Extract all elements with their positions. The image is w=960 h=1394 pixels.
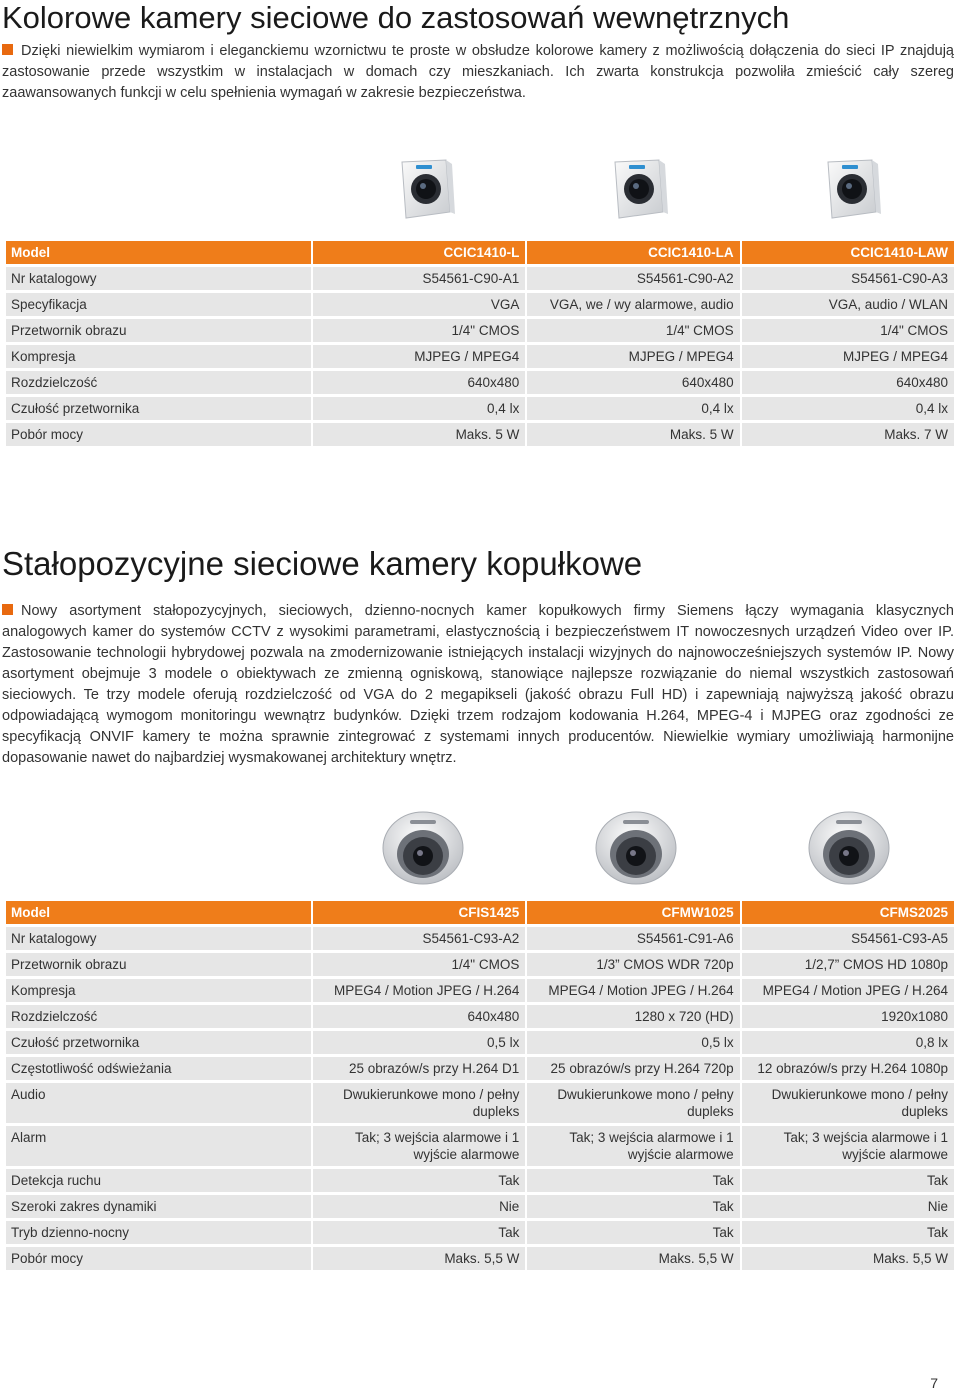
table-cell: 1280 x 720 (HD) <box>527 1005 739 1028</box>
table-cell: MPEG4 / Motion JPEG / H.264 <box>313 979 525 1002</box>
table-cell: Maks. 5 W <box>313 423 525 446</box>
table-cell: S54561-C90-A3 <box>742 267 954 290</box>
header-cell: Model <box>6 241 311 264</box>
row-label: Pobór mocy <box>6 423 311 446</box>
dome-camera-icon <box>742 806 955 896</box>
table-cell: Dwukierunkowe mono / pełny dupleks <box>742 1083 954 1123</box>
table-row <box>6 1247 954 1270</box>
table-row <box>6 1169 954 1192</box>
table-cell: 0,8 lx <box>742 1031 954 1054</box>
row-label: Czułość przetwornika <box>6 397 311 420</box>
table-cell: Dwukierunkowe mono / pełny dupleks <box>527 1083 739 1123</box>
table-cell: Tak <box>527 1221 739 1244</box>
section1-spec-table <box>4 238 956 449</box>
table-cell: 1/2,7” CMOS HD 1080p <box>742 953 954 976</box>
table-header-row <box>6 901 954 924</box>
table-row <box>6 397 954 420</box>
section2-text <box>2 601 954 769</box>
header-cell: CFMS2025 <box>742 901 954 924</box>
row-label: Rozdzielczość <box>6 1005 311 1028</box>
table-cell: VGA, we / wy alarmowe, audio <box>527 293 739 316</box>
table-cell: MPEG4 / Motion JPEG / H.264 <box>742 979 954 1002</box>
header-cell: CFIS1425 <box>313 901 525 924</box>
table-row <box>6 979 954 1002</box>
table-row <box>6 293 954 316</box>
table-row <box>6 1195 954 1218</box>
section2-spec-table <box>4 898 956 1273</box>
table-cell: Tak; 3 wejścia alarmowe i 1 wyjście alarmowe <box>313 1126 525 1166</box>
row-label: Częstotliwość odświeżania <box>6 1057 311 1080</box>
table-cell: 640x480 <box>527 371 739 394</box>
row-label: Rozdzielczość <box>6 371 311 394</box>
table-row <box>6 1005 954 1028</box>
table-cell: Dwukierunkowe mono / pełny dupleks <box>313 1083 525 1123</box>
table-cell: VGA, audio / WLAN <box>742 293 954 316</box>
dome-camera-icon <box>529 806 742 896</box>
table-cell: Tak <box>313 1169 525 1192</box>
table-row <box>6 423 954 446</box>
table-cell: Tak <box>742 1169 954 1192</box>
table-cell: Nie <box>742 1195 954 1218</box>
header-cell: Model <box>6 901 311 924</box>
dome-camera-photos <box>316 806 956 896</box>
row-label: Detekcja ruchu <box>6 1169 311 1192</box>
page-number: 7 <box>930 1375 938 1391</box>
row-label: Audio <box>6 1083 311 1123</box>
table-cell: Tak <box>527 1195 739 1218</box>
header-cell: CCIC1410-LAW <box>742 241 954 264</box>
row-label: Alarm <box>6 1126 311 1166</box>
section2-title: Stałopozycyjne sieciowe kamery kopułkowe <box>2 545 643 582</box>
table-row <box>6 953 954 976</box>
table-cell: 1/3” CMOS WDR 720p <box>527 953 739 976</box>
table-cell: Tak; 3 wejścia alarmowe i 1 wyjście alarmowe <box>742 1126 954 1166</box>
row-label: Specyfikacja <box>6 293 311 316</box>
table-cell: S54561-C93-A5 <box>742 927 954 950</box>
table-row <box>6 1057 954 1080</box>
table-row <box>6 1031 954 1054</box>
row-label: Kompresja <box>6 345 311 368</box>
row-label: Nr katalogowy <box>6 267 311 290</box>
table-cell: MJPEG / MPEG4 <box>742 345 954 368</box>
table-cell: MJPEG / MPEG4 <box>527 345 739 368</box>
table-cell: Tak <box>742 1221 954 1244</box>
table-cell: 25 obrazów/s przy H.264 720p <box>527 1057 739 1080</box>
table-cell: Tak <box>527 1169 739 1192</box>
table-cell: 12 obrazów/s przy H.264 1080p <box>742 1057 954 1080</box>
header-cell: CFMW1025 <box>527 901 739 924</box>
header-cell: CCIC1410-L <box>313 241 525 264</box>
table-cell: 0,4 lx <box>313 397 525 420</box>
table-row <box>6 345 954 368</box>
table-cell: Maks. 7 W <box>742 423 954 446</box>
table-header-row <box>6 241 954 264</box>
row-label: Przetwornik obrazu <box>6 953 311 976</box>
table-cell: 1/4" CMOS <box>313 953 525 976</box>
row-label: Czułość przetwornika <box>6 1031 311 1054</box>
table-cell: 0,4 lx <box>742 397 954 420</box>
table-cell: 640x480 <box>313 1005 525 1028</box>
table-cell: Maks. 5,5 W <box>313 1247 525 1270</box>
table-cell: S54561-C90-A1 <box>313 267 525 290</box>
table-cell: 1/4" CMOS <box>742 319 954 342</box>
row-label: Pobór mocy <box>6 1247 311 1270</box>
box-camera-icon <box>316 156 529 246</box>
table-cell: 1/4" CMOS <box>313 319 525 342</box>
table-row <box>6 1221 954 1244</box>
table-cell: S54561-C93-A2 <box>313 927 525 950</box>
section2-text-content: Nowy asortyment stałopozycyjnych, sieciowych, dzienno-nocnych kamer kopułkowych firmy Siemens łączy wymagania klasycznych analogowych kamer do systemów CCTV z wysokimi parametrami, elastycznością i bezpieczeństwem IT nowoczesnych urządzeń Video over IP. Zastosowanie technologii hybrydowej pozwala na zmodernizowanie istniejących instalacji wizyjnych do najnowocześniejszych systemów IP. Nowy asortyment obejmuje 3 modele o obiektywach ze zmienną ogniskową, stanowiące najlepsze rozwiązanie do niemal wszystkich zastosowań sieciowych. Te trzy modele oferują rozdzielczość od VGA do 2 megapikseli (jakość obrazu Full HD) i zapewniają najwyższą jakość obrazu odpowiadającą wymogom monitoringu wewnątrz budynków. Dzięki trzem rodzajom kodowania H.264, MPEG-4 i MJPEG oraz zgodności ze specyfikacją ONVIF kamery te można sprawnie zintegrować z systemami innych producentów. Niewielkie wymiary umożliwiają harmonijne dopasowanie nawet do najbardziej wysmakowanej architektury wnętrz. <box>2 603 954 766</box>
table-cell: Maks. 5,5 W <box>742 1247 954 1270</box>
row-label: Szeroki zakres dynamiki <box>6 1195 311 1218</box>
box-camera-photos <box>316 156 956 246</box>
table-row <box>6 927 954 950</box>
row-label: Tryb dzienno-nocny <box>6 1221 311 1244</box>
table-cell: Tak <box>313 1221 525 1244</box>
table-cell: Maks. 5,5 W <box>527 1247 739 1270</box>
row-label: Kompresja <box>6 979 311 1002</box>
table-cell: S54561-C91-A6 <box>527 927 739 950</box>
table-row <box>6 267 954 290</box>
dome-camera-icon <box>316 806 529 896</box>
table-cell: Nie <box>313 1195 525 1218</box>
table-cell: MJPEG / MPEG4 <box>313 345 525 368</box>
row-label: Nr katalogowy <box>6 927 311 950</box>
section1-text-content: Dzięki niewielkim wymiarom i eleganckiemu wzornictwu te proste w obsłudze kolorowe kamery z możliwością dołączenia do sieci IP znajdują zastosowanie przede wszystkim w instalacjach w domach czy mieszkaniach. Ich zwarta konstrukcja pozwoliła zmieścić cały szereg zaawansowanych funkcji w celu spełnienia wymagań w zakresie bezpieczeństwa. <box>2 43 954 101</box>
table-cell: 640x480 <box>313 371 525 394</box>
box-camera-icon <box>742 156 955 246</box>
table-row <box>6 319 954 342</box>
header-cell: CCIC1410-LA <box>527 241 739 264</box>
table-row <box>6 371 954 394</box>
table-cell: Maks. 5 W <box>527 423 739 446</box>
bullet-icon <box>2 44 13 55</box>
table-cell: 25 obrazów/s przy H.264 D1 <box>313 1057 525 1080</box>
row-label: Przetwornik obrazu <box>6 319 311 342</box>
table-cell: MPEG4 / Motion JPEG / H.264 <box>527 979 739 1002</box>
box-camera-icon <box>529 156 742 246</box>
table-cell: VGA <box>313 293 525 316</box>
table-row <box>6 1083 954 1123</box>
table-cell: 1/4" CMOS <box>527 319 739 342</box>
section1-title: Kolorowe kamery sieciowe do zastosowań wewnętrznych <box>2 0 790 35</box>
table-cell: Tak; 3 wejścia alarmowe i 1 wyjście alarmowe <box>527 1126 739 1166</box>
bullet-icon <box>2 604 13 615</box>
table-row <box>6 1126 954 1166</box>
table-cell: 1920x1080 <box>742 1005 954 1028</box>
table-cell: 0,5 lx <box>313 1031 525 1054</box>
table-cell: 640x480 <box>742 371 954 394</box>
section1-text <box>2 41 954 104</box>
table-cell: 0,5 lx <box>527 1031 739 1054</box>
table-cell: 0,4 lx <box>527 397 739 420</box>
table-cell: S54561-C90-A2 <box>527 267 739 290</box>
